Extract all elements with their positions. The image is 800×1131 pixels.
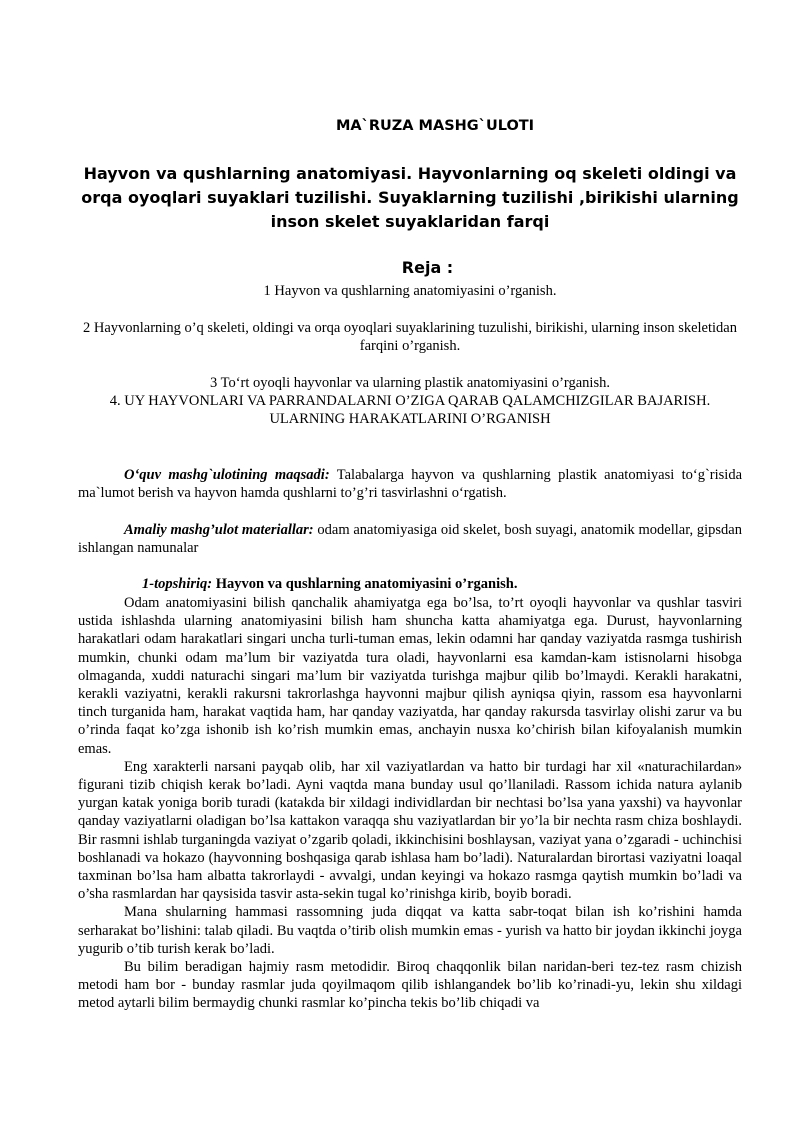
body-paragraph-1: Odam anatomiyasini bilish qanchalik ahamiyatga ega bo’lsa, to’rt oyoqli hayvonlar va qushlar tasviri ustida ishlashda ularning anatomiyasini bilish ham shuncha katta ahamiyatga ega. Durust, hayvonlarning harakatlari odam harakatlari singari uncha turli-tuman emas, lekin odamni har qanday vaziyatda rasmga tushirish mumkin, chunki odam ma’lum bir vaziyatda tura oladi, hayvonlarni esa kamdan-kam istisnolarni hisobga olmaganda, xuddi naturachi singari ma’lum bir vaziyatda turishga majbur qilib bo’lmaydi. Kerakli harakatni, kerakli vaziyatni, kerakli rakursni takrorlashga hayvonni majbur qilish ayniqsa qiyin, rassom esa hayvonlarni tinch turganida ham, harakat vaqtida ham, har qanday vaziyatda, har qanday rakursda tasvirlay olishi zarur va bu o’rinda faqat ko’zga ishonib ish ko’rish mumkin emas, anchayin nusxa ko’chirish bilan kifoyalanish mumkin emas. — [78, 595, 742, 757]
plan-item-1: 1 Hayvon va qushlarning anatomiyasini o’rganish. — [263, 283, 557, 299]
materials-paragraph — [78, 521, 742, 557]
lecture-heading: MA`RUZA MASHG`ULOTI — [335, 118, 535, 134]
plan-item-3: 3 To‘rt oyoqli hayvonlar va ularning plastik anatomiyasini o’rganish. — [210, 375, 610, 391]
task-1-title: Hayvon va qushlarning anatomiyasini o’rganish. — [212, 576, 518, 592]
topic-title: Hayvon va qushlarning anatomiyasi. Hayvonlarning oq skeleti oldingi va orqa oyoqlari suyaklari tuzilishi. Suyaklarning tuzilishi ,birikishi ularning inson skelet suyaklaridan farqi — [81, 164, 739, 231]
body-text — [78, 594, 742, 1013]
goal-paragraph — [78, 466, 742, 502]
plan-item-4: 4. UY HAYVONLARI VA PARRANDALARNI O’ZIGA QARAB QALAMCHIZGILAR BAJARISH. ULARNING HARAKATLARINI O’RGANISH — [109, 393, 711, 427]
task-1-heading — [142, 576, 517, 593]
materials-text: odam anatomiyasiga oid skelet, bosh suyagi, anatomik modellar, gipsdan ishlangan namunalar — [78, 522, 742, 557]
body-paragraph-3: Mana shularning hammasi rassomning juda diqqat va katta sabr-toqat bilan ish ko’rishini hamda serharakat bo’lishini: talab qiladi. Bu vaqtda o’tirib olish mumkin emas - yurish va hatto bir joydan ikkinchi joyga yugurib o’tib turish kerak bo’ladi. — [78, 904, 742, 957]
goal-text: Talabalarga hayvon va qushlarning plastik anatomiyasi to‘g`risida ma`lumot berish va hayvon hamda qushlarni to’g’ri tasvirlashni o‘rgatish. — [78, 467, 743, 502]
plan-item-2: 2 Hayvonlarning o’q skeleti, oldingi va orqa oyoqlari suyaklarining tuzulishi, birikishi, ularning inson skeletidan farqini o’rganish. — [82, 320, 737, 354]
task-1-label: 1-topshiriq: — [142, 576, 213, 592]
body-paragraph-2: Eng xarakterli narsani payqab olib, har xil vaziyatlardan va hatto bir turdagi har xil «naturachilardan» figurani tizib chiqish kerak bo’ladi. Ayni vaqtda mana bunday usul qo’llaniladi. Rassom ichida natura aylanib yurgan katak yoniga borib turadi (katakda bir xildagi individlardan bir nechtasi bo’lsa yana yaxshi) va hayvonlar qanday vaziyatlarni oladigan bo’lsa kattakon varaqqa shu vaziyatlardan bir yo’la bir nechta rasm chiza boshlaydi. Bir rasmni ishlab turganingda vaziyat o’zgarib qoladi, ikkinchisini boshlaysan, vaziyat yana o’zgaradi - uchinchisi boshlanadi va hokazo (hayvonning boshqasiga qarab ishlasa ham bo’ladi). Naturalardan birortasi vaziyatni loaqal taxminan bo’lsa ham albatta takrorlaydi - avvalgi, undan keyingi va hokazo rasmga qaytish mumkin bo’ladi va o’sha rasmlardan har qaysisida tasvir asta-sekin tugal ko’rinishga kirib, boyib boradi. — [78, 758, 742, 903]
plan-heading: Reja : — [401, 258, 454, 277]
materials-label: Amaliy mashg’ulot materiallar: — [124, 522, 314, 538]
body-paragraph-4: Bu bilim beradigan hajmiy rasm metodidir. Biroq chaqqonlik bilan naridan-beri tez-tez rasm chizish metodi ham bor - bunday rasmlar juda qoyilmaqom qilib ishlangandek bo’lib ko’rinadi-yu, lekin shu xildagi metod aytarli bilim bermaydig chunki rasmlar ko’pincha tekis bo’lib chiqadi va — [78, 959, 742, 1012]
goal-label: O‘quv mashg`ulotining maqsadi: — [124, 467, 330, 483]
